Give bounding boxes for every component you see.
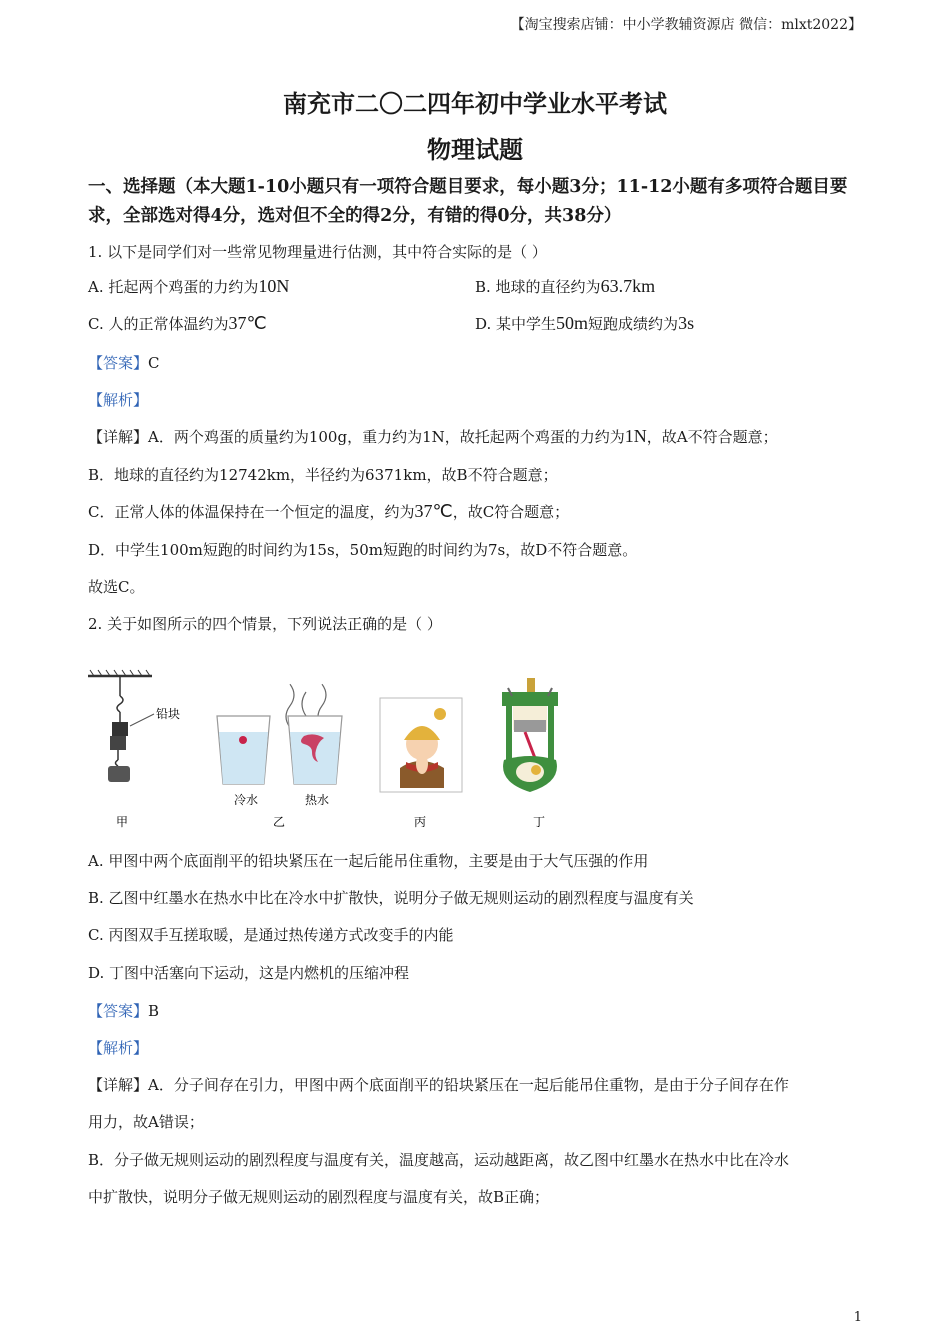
lead-blocks-illustration bbox=[88, 670, 154, 782]
page-number: 1 bbox=[853, 1310, 862, 1325]
q1-stem: 1. 以下是同学们对一些常见物理量进行估测，其中符合实际的是（ ） bbox=[88, 243, 547, 261]
q2-figure bbox=[80, 648, 560, 838]
q1-option-a-value: 10N bbox=[258, 276, 290, 296]
q1-option-d bbox=[475, 313, 694, 334]
cold-water-label: 冷水 bbox=[234, 793, 259, 807]
q1-option-a-text: A. 托起两个鸡蛋的力约为 bbox=[88, 278, 259, 296]
q1-detail-a bbox=[88, 426, 778, 447]
hot-water-label: 热水 bbox=[305, 793, 330, 807]
fig-label-bing: 丙 bbox=[414, 815, 427, 829]
q1-detail-a-text2: ，故A不符合题意； bbox=[646, 428, 778, 446]
child-rubbing-hands-illustration bbox=[380, 698, 462, 792]
q1-option-d-text1: D. 某中学生 bbox=[475, 315, 557, 333]
q2-option-a: A. 甲图中两个底面削平的铅块紧压在一起后能吊住重物，主要是由于大气压强的作用 bbox=[88, 852, 649, 870]
q1-option-c-value: 37℃ bbox=[228, 313, 267, 333]
q2-analysis-tag: 【解析】 bbox=[88, 1039, 149, 1057]
fig-label-yi: 乙 bbox=[273, 815, 286, 829]
q2-option-b: B. 乙图中红墨水在热水中比在冷水中扩散快，说明分子做无规则运动的剧烈程度与温度有关 bbox=[88, 889, 694, 907]
q2-detail-a-line1-text: A．分子间存在引力，甲图中两个底面削平的铅块紧压在一起后能吊住重物，是由于分子间存在作 bbox=[148, 1076, 789, 1094]
q1-analysis-tag: 【解析】 bbox=[88, 391, 149, 409]
page-subtitle: 物理试题 bbox=[427, 135, 523, 164]
lead-block-label: 铅块 bbox=[156, 707, 181, 721]
q1-conclusion: 故选C。 bbox=[88, 578, 145, 596]
q1-option-b bbox=[475, 276, 655, 297]
q1-detail-a-text1: A．两个鸡蛋的质量约为100g，重力约为1N，故托起两个鸡蛋的力约为 bbox=[148, 428, 625, 446]
q2-option-c: C. 丙图双手互搓取暖，是通过热传递方式改变手的内能 bbox=[88, 926, 454, 944]
q1-detail-d: D．中学生100m短跑的时间约为15s，50m短跑的时间约为7s，故D不符合题意。 bbox=[88, 541, 638, 559]
q2-detail-b-line1: B．分子做无规则运动的剧烈程度与温度有关，温度越高，运动越距离，故乙图中红墨水在热水中比在冷水 bbox=[88, 1151, 790, 1169]
q1-option-d-value2: 3s bbox=[678, 313, 695, 333]
q2-answer-value: B bbox=[148, 1002, 160, 1020]
q1-option-b-text: B. 地球的直径约为 bbox=[475, 278, 601, 296]
header-note: 【淘宝搜索店铺：中小学教辅资源店 微信：mlxt2022】 bbox=[510, 17, 862, 33]
q2-answer-tag: 【答案】 bbox=[88, 1002, 149, 1020]
q2-detail-a-line1 bbox=[88, 1074, 789, 1095]
q1-answer-value: C bbox=[148, 354, 160, 372]
q1-option-b-value: 63.7km bbox=[600, 276, 656, 296]
q1-option-c bbox=[88, 313, 267, 334]
q1-answer bbox=[88, 352, 160, 373]
q1-detail-c-text2: ，故C符合题意； bbox=[452, 503, 570, 521]
q2-stem: 2. 关于如图所示的四个情景，下列说法正确的是（ ） bbox=[88, 615, 442, 633]
q1-answer-tag: 【答案】 bbox=[88, 354, 149, 372]
q1-option-c-text: C. 人的正常体温约为 bbox=[88, 315, 229, 333]
fig-label-ding: 丁 bbox=[533, 815, 546, 829]
q1-option-d-value1: 50m bbox=[556, 313, 589, 333]
q2-answer bbox=[88, 1000, 159, 1021]
cold-water-cup bbox=[217, 716, 270, 784]
q1-detail-c-text1: C．正常人体的体温保持在一个恒定的温度，约为 bbox=[88, 503, 415, 521]
q1-detail-c-value: 37℃ bbox=[414, 501, 453, 521]
q1-detail-a-value: 1N bbox=[624, 426, 647, 446]
q2-detail-b-line2: 中扩散快，说明分子做无规则运动的剧烈程度与温度有关，故B正确； bbox=[88, 1188, 550, 1206]
q1-detail-b: B．地球的直径约为12742km，半径约为6371km，故B不符合题意； bbox=[88, 466, 558, 484]
page-title: 南充市二〇二四年初中学业水平考试 bbox=[283, 89, 667, 118]
q1-option-a bbox=[88, 276, 289, 297]
q2-option-d: D. 丁图中活塞向下运动，这是内燃机的压缩冲程 bbox=[88, 964, 410, 982]
q1-option-d-text2: 短跑成绩约为 bbox=[588, 315, 679, 333]
section-heading: 一、选择题（本大题1-10小题只有一项符合题目要求，每小题3分；11-12小题有多项符合题目要求，全部选对得4分，选对但不全的得2分，有错的得0分，共38分） bbox=[88, 177, 848, 226]
engine-illustration bbox=[502, 678, 558, 792]
q1-detail-c bbox=[88, 501, 569, 522]
q1-detail-tag: 【详解】 bbox=[88, 428, 149, 446]
q2-detail-tag: 【详解】 bbox=[88, 1076, 149, 1094]
hot-water-cup bbox=[286, 684, 342, 784]
q2-detail-a-line2: 用力，故A错误； bbox=[88, 1113, 204, 1131]
fig-label-jia: 甲 bbox=[116, 815, 129, 829]
